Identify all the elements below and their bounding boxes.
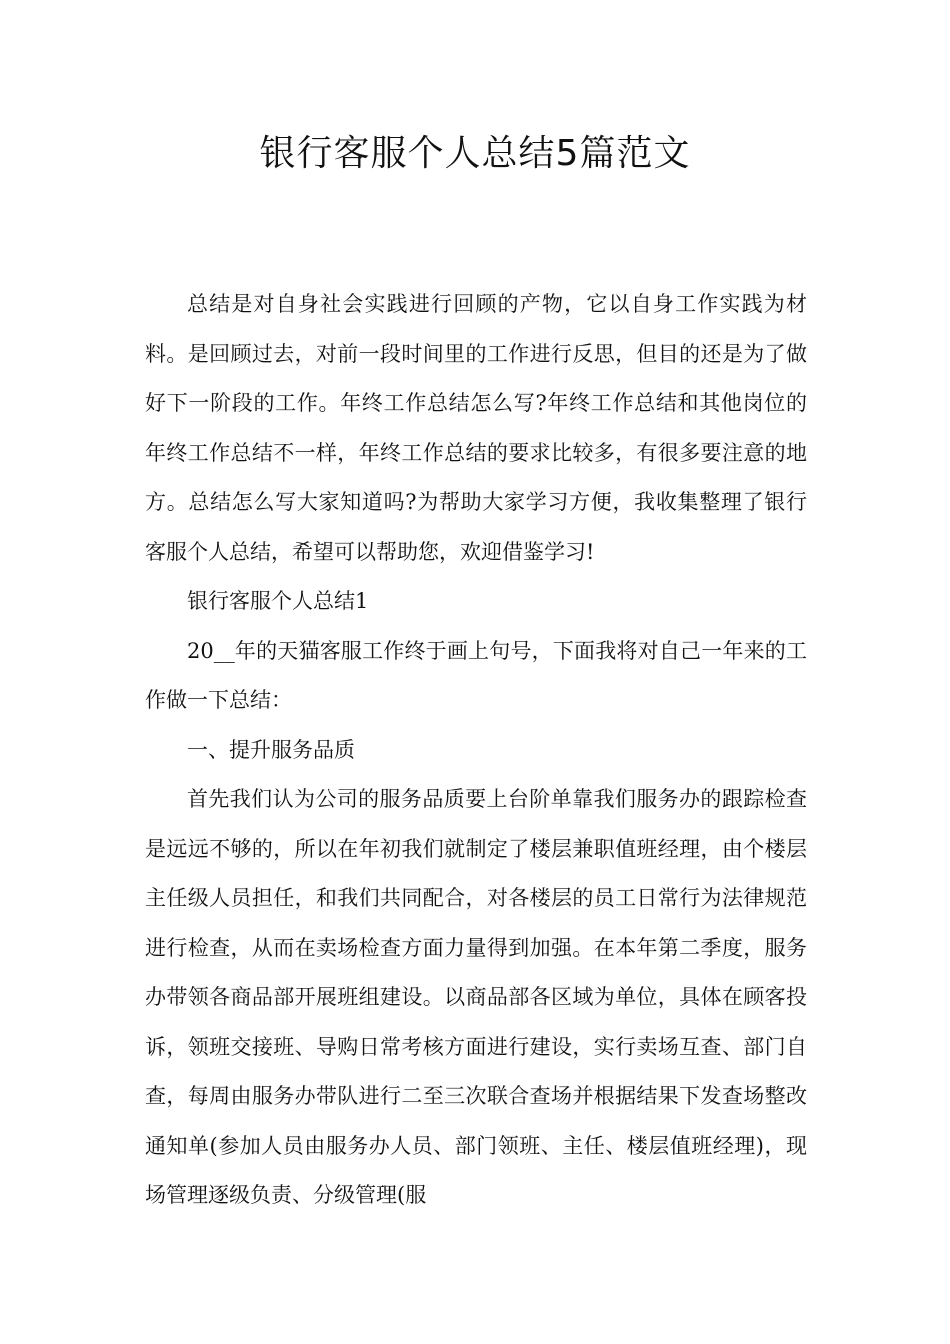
document-body bbox=[145, 280, 807, 1221]
body-paragraph: 首先我们认为公司的服务品质要上台阶单靠我们服务办的跟踪检查是远远不够的，所以在年初我们就制定了楼层兼职值班经理，由个楼层主任级人员担任，和我们共同配合，对各楼层的员工日常行为法律规范进行检查，从而在卖场检查方面力量得到加强。在本年第二季度，服务办带领各商品部开展班组建设。以商品部各区域为单位，具体在顾客投诉，领班交接班、导购日常考核方面进行建设，实行卖场互查、部门自查，每周由服务办带队进行二至三次联合查场并根据结果下发查场整改通知单(参加人员由服务办人员、部门领班、主任、楼层值班经理)，现场管理逐级负责、分级管理(服 bbox=[145, 787, 807, 1207]
body-paragraph: 20__年的天猫客服工作终于画上句号，下面我将对自己一年来的工作做一下总结： bbox=[145, 638, 807, 712]
intro-paragraph: 总结是对自身社会实践进行回顾的产物，它以自身工作实践为材料。是回顾过去，对前一段时间里的工作进行反思，但目的还是为了做好下一阶段的工作。年终工作总结怎么写?年终工作总结和其他岗位的年终工作总结不一样，年终工作总结的要求比较多，有很多要注意的地方。总结怎么写大家知道吗?为帮助大家学习方便，我收集整理了银行客服个人总结，希望可以帮助您，欢迎借鉴学习! bbox=[145, 292, 807, 564]
section-heading-summary-1: 银行客服个人总结1 bbox=[187, 589, 369, 613]
document-title: 银行客服个人总结5篇范文 bbox=[259, 133, 691, 174]
subsection-heading: 一、提升服务品质 bbox=[187, 737, 355, 762]
